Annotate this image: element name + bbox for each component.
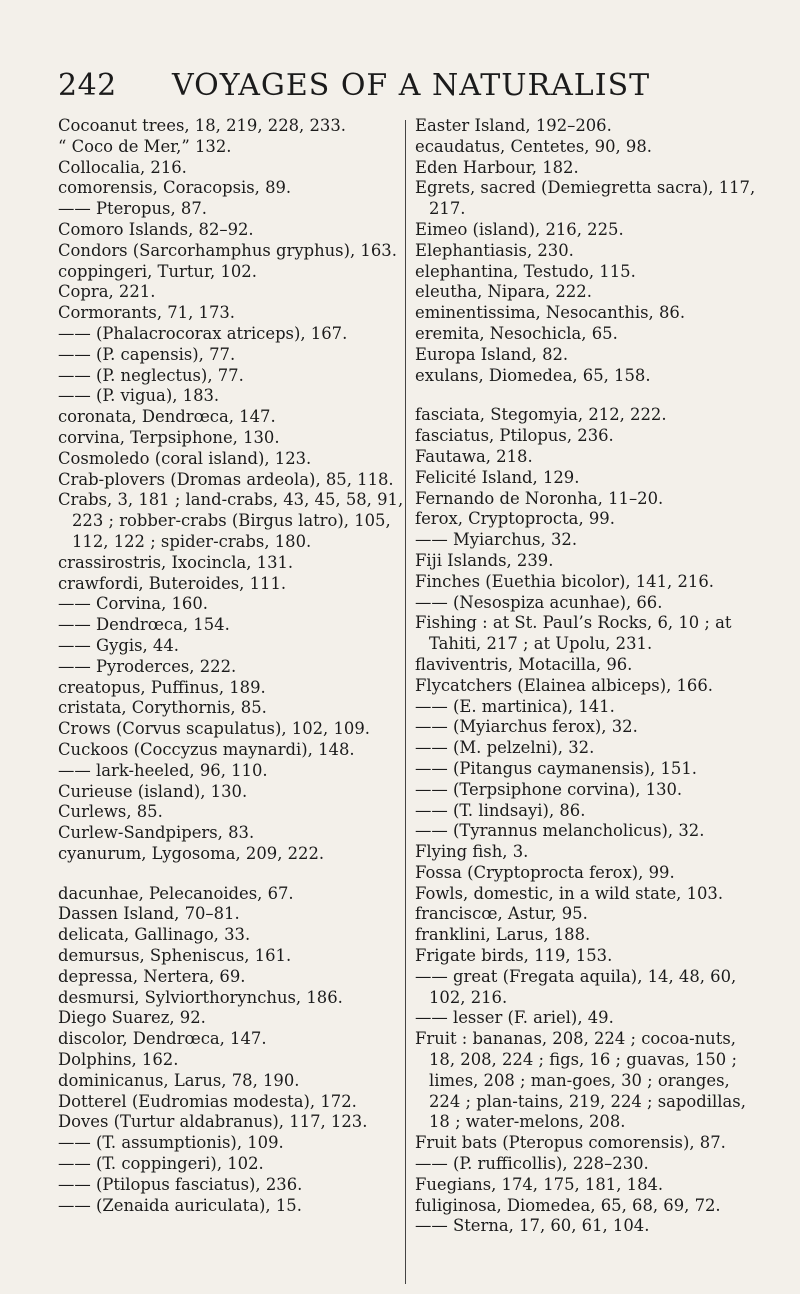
- index-entry: Fruit bats (Pteropus comorensis), 87.: [415, 1133, 726, 1153]
- index-entry: —— (T. coppingeri), 102.: [58, 1154, 264, 1174]
- index-entry: Crab-plovers (Dromas ardeola), 85, 118.: [58, 469, 394, 489]
- index-entry: Eimeo (island), 216, 225.: [415, 219, 624, 239]
- index-entry: corvina, Terpsiphone, 130.: [58, 427, 280, 447]
- column-divider: [405, 120, 406, 1284]
- index-entry: —— great (Fregata aquila), 14, 48, 60, 102, 216.: [415, 966, 737, 1007]
- index-entry: elephantina, Testudo, 115.: [415, 261, 636, 281]
- index-entry: crassirostris, Ixocincla, 131.: [58, 552, 294, 572]
- index-entry: Curlew-Sandpipers, 83.: [58, 823, 255, 843]
- index-column-right: [415, 116, 761, 1237]
- index-entry: —— Corvina, 160.: [58, 594, 208, 614]
- index-entry: Dolphins, 162.: [58, 1050, 179, 1070]
- index-entry: Fautawa, 218.: [415, 446, 533, 466]
- index-entry: Copra, 221.: [58, 282, 156, 302]
- index-entry: —— lark-heeled, 96, 110.: [58, 760, 268, 780]
- index-entry: Cormorants, 71, 173.: [58, 303, 236, 323]
- index-entry: cristata, Corythornis, 85.: [58, 698, 267, 718]
- index-entry: Curieuse (island), 130.: [58, 781, 248, 801]
- index-entry: Fiji Islands, 239.: [415, 550, 554, 570]
- index-entry: Fowls, domestic, in a wild state, 103.: [415, 883, 724, 903]
- index-entry: —— lesser (F. ariel), 49.: [415, 1008, 614, 1028]
- index-entry: flaviventris, Motacilla, 96.: [415, 654, 633, 674]
- index-entry: coppingeri, Turtur, 102.: [58, 261, 257, 281]
- index-entry: —— (Pitangus caymanensis), 151.: [415, 758, 697, 778]
- index-entry: Felicité Island, 129.: [415, 467, 580, 487]
- index-entry: —— (P. capensis), 77.: [58, 344, 236, 364]
- index-entry: crawfordi, Buteroides, 111.: [58, 573, 287, 593]
- index-entry: Comoro Islands, 82–92.: [58, 219, 254, 239]
- index-entry: creatopus, Puffinus, 189.: [58, 677, 266, 697]
- index-entry: desmursi, Sylviorthorynchus, 186.: [58, 987, 343, 1007]
- index-entry: Europa Island, 82.: [415, 344, 569, 364]
- index-entry: Frigate birds, 119, 153.: [415, 946, 613, 966]
- index-block-e: [415, 116, 761, 386]
- index-entry: Finches (Euethia bicolor), 141, 216.: [415, 571, 714, 591]
- page-number: 242: [58, 68, 117, 103]
- index-entry: dacunhae, Pelecanoides, 67.: [58, 883, 294, 903]
- index-entry: —— (T. assumptionis), 109.: [58, 1133, 284, 1153]
- index-entry: eminentissima, Nesocanthis, 86.: [415, 303, 686, 323]
- index-entry: Dotterel (Eudromias modesta), 172.: [58, 1091, 357, 1111]
- index-entry: Condors (Sarcorhamphus gryphus), 163.: [58, 240, 397, 260]
- index-entry: —— (Zenaida auriculata), 15.: [58, 1195, 302, 1215]
- index-entry: franciscœ, Astur, 95.: [415, 904, 588, 924]
- index-entry: cyanurum, Lygosoma, 209, 222.: [58, 843, 325, 863]
- index-entry: Cocoanut trees, 18, 219, 228, 233.: [58, 116, 346, 135]
- index-entry: Crows (Corvus scapulatus), 102, 109.: [58, 719, 370, 739]
- index-entry: eleutha, Nipara, 222.: [415, 282, 592, 302]
- index-entry: —— Gygis, 44.: [58, 635, 179, 655]
- index-entry: Elephantiasis, 230.: [415, 240, 574, 260]
- index-entry: Cuckoos (Coccyzus maynardi), 148.: [58, 739, 355, 759]
- index-entry: Flycatchers (Elainea albiceps), 166.: [415, 675, 714, 695]
- index-entry: comorensis, Coracopsis, 89.: [58, 178, 292, 198]
- index-entry: —— (M. pelzelni), 32.: [415, 738, 595, 758]
- index-entry: fasciata, Stegomyia, 212, 222.: [415, 405, 667, 425]
- index-entry: franklini, Larus, 188.: [415, 925, 591, 945]
- page-header: [58, 68, 758, 104]
- index-entry: —— (E. martinica), 141.: [415, 696, 615, 716]
- index-entry: Curlews, 85.: [58, 802, 163, 822]
- index-entry: coronata, Dendrœca, 147.: [58, 407, 276, 427]
- index-entry: Fishing : at St. Paul’s Rocks, 6, 10 ; at Tahiti, 217 ; at Upolu, 231.: [415, 613, 732, 654]
- index-entry: —— (Phalacrocorax atriceps), 167.: [58, 323, 348, 343]
- index-entry: —— Pyroderces, 222.: [58, 656, 237, 676]
- index-entry: —— (P. rufficollis), 228–230.: [415, 1154, 649, 1174]
- index-entry: dominicanus, Larus, 78, 190.: [58, 1070, 300, 1090]
- index-entry: Dassen Island, 70–81.: [58, 904, 240, 924]
- index-entry: —— Dendrœca, 154.: [58, 615, 230, 635]
- index-entry: demursus, Spheniscus, 161.: [58, 946, 292, 966]
- index-entry: Fossa (Cryptoprocta ferox), 99.: [415, 862, 675, 882]
- index-entry: Fernando de Noronha, 11–20.: [415, 488, 664, 508]
- index-entry: —— (Terpsiphone corvina), 130.: [415, 779, 683, 799]
- index-entry: Collocalia, 216.: [58, 157, 187, 177]
- index-entry: delicata, Gallinago, 33.: [58, 925, 251, 945]
- index-entry: Eden Harbour, 182.: [415, 157, 579, 177]
- index-entry: Diego Suarez, 92.: [58, 1008, 206, 1028]
- index-entry: —— (Nesospiza acunhae), 66.: [415, 592, 663, 612]
- index-column-left: [58, 116, 404, 1216]
- index-entry: —— (T. lindsayi), 86.: [415, 800, 586, 820]
- index-entry: “ Coco de Mer,” 132.: [58, 136, 232, 156]
- index-entry: —— (Tyrannus melancholicus), 32.: [415, 821, 705, 841]
- index-entry: fasciatus, Ptilopus, 236.: [415, 426, 614, 446]
- index-entry: eremita, Nesochicla, 65.: [415, 323, 618, 343]
- index-entry: Fruit : bananas, 208, 224 ; cocoa-nuts, 18, 208, 224 ; figs, 16 ; guavas, 150 ; limes, 208 ; man-goes, 30 ; oranges, 224 ; plan-tains, 219, 224 ; sapodillas, 18 ; water-melons, 208.: [415, 1029, 746, 1132]
- index-entry: Easter Island, 192–206.: [415, 116, 612, 135]
- index-entry: fuliginosa, Diomedea, 65, 68, 69, 72.: [415, 1195, 721, 1215]
- index-entry: Fuegians, 174, 175, 181, 184.: [415, 1174, 664, 1194]
- index-entry: Cosmoledo (coral island), 123.: [58, 448, 312, 468]
- index-block-d: [58, 884, 404, 1217]
- section-gap: [415, 386, 761, 405]
- index-entry: Crabs, 3, 181 ; land-crabs, 43, 45, 58, 91, 223 ; robber-crabs (Birgus latro), 105, 112, 122 ; spider-crabs, 180.: [58, 490, 404, 551]
- running-title: VOYAGES OF A NATURALIST: [172, 68, 651, 103]
- index-entry: —— Pteropus, 87.: [58, 199, 207, 219]
- index-entry: —— (Ptilopus fasciatus), 236.: [58, 1174, 303, 1194]
- index-entry: Flying fish, 3.: [415, 842, 529, 862]
- index-entry: discolor, Dendrœca, 147.: [58, 1029, 267, 1049]
- index-entry: —— Myiarchus, 32.: [415, 530, 578, 550]
- index-entry: —— (P. neglectus), 77.: [58, 365, 244, 385]
- index-entry: —— Sterna, 17, 60, 61, 104.: [415, 1216, 650, 1236]
- index-block-c: [58, 116, 404, 865]
- index-entry: ecaudatus, Centetes, 90, 98.: [415, 136, 652, 156]
- index-entry: —— (P. vigua), 183.: [58, 386, 220, 406]
- index-entry: ferox, Cryptoprocta, 99.: [415, 509, 615, 529]
- index-block-f: [415, 405, 761, 1237]
- index-entry: exulans, Diomedea, 65, 158.: [415, 365, 651, 385]
- index-entry: Doves (Turtur aldabranus), 117, 123.: [58, 1112, 368, 1132]
- index-entry: Egrets, sacred (Demiegretta sacra), 117, 217.: [415, 178, 756, 219]
- index-entry: depressa, Nertera, 69.: [58, 966, 246, 986]
- index-entry: —— (Myiarchus ferox), 32.: [415, 717, 638, 737]
- section-gap: [58, 865, 404, 884]
